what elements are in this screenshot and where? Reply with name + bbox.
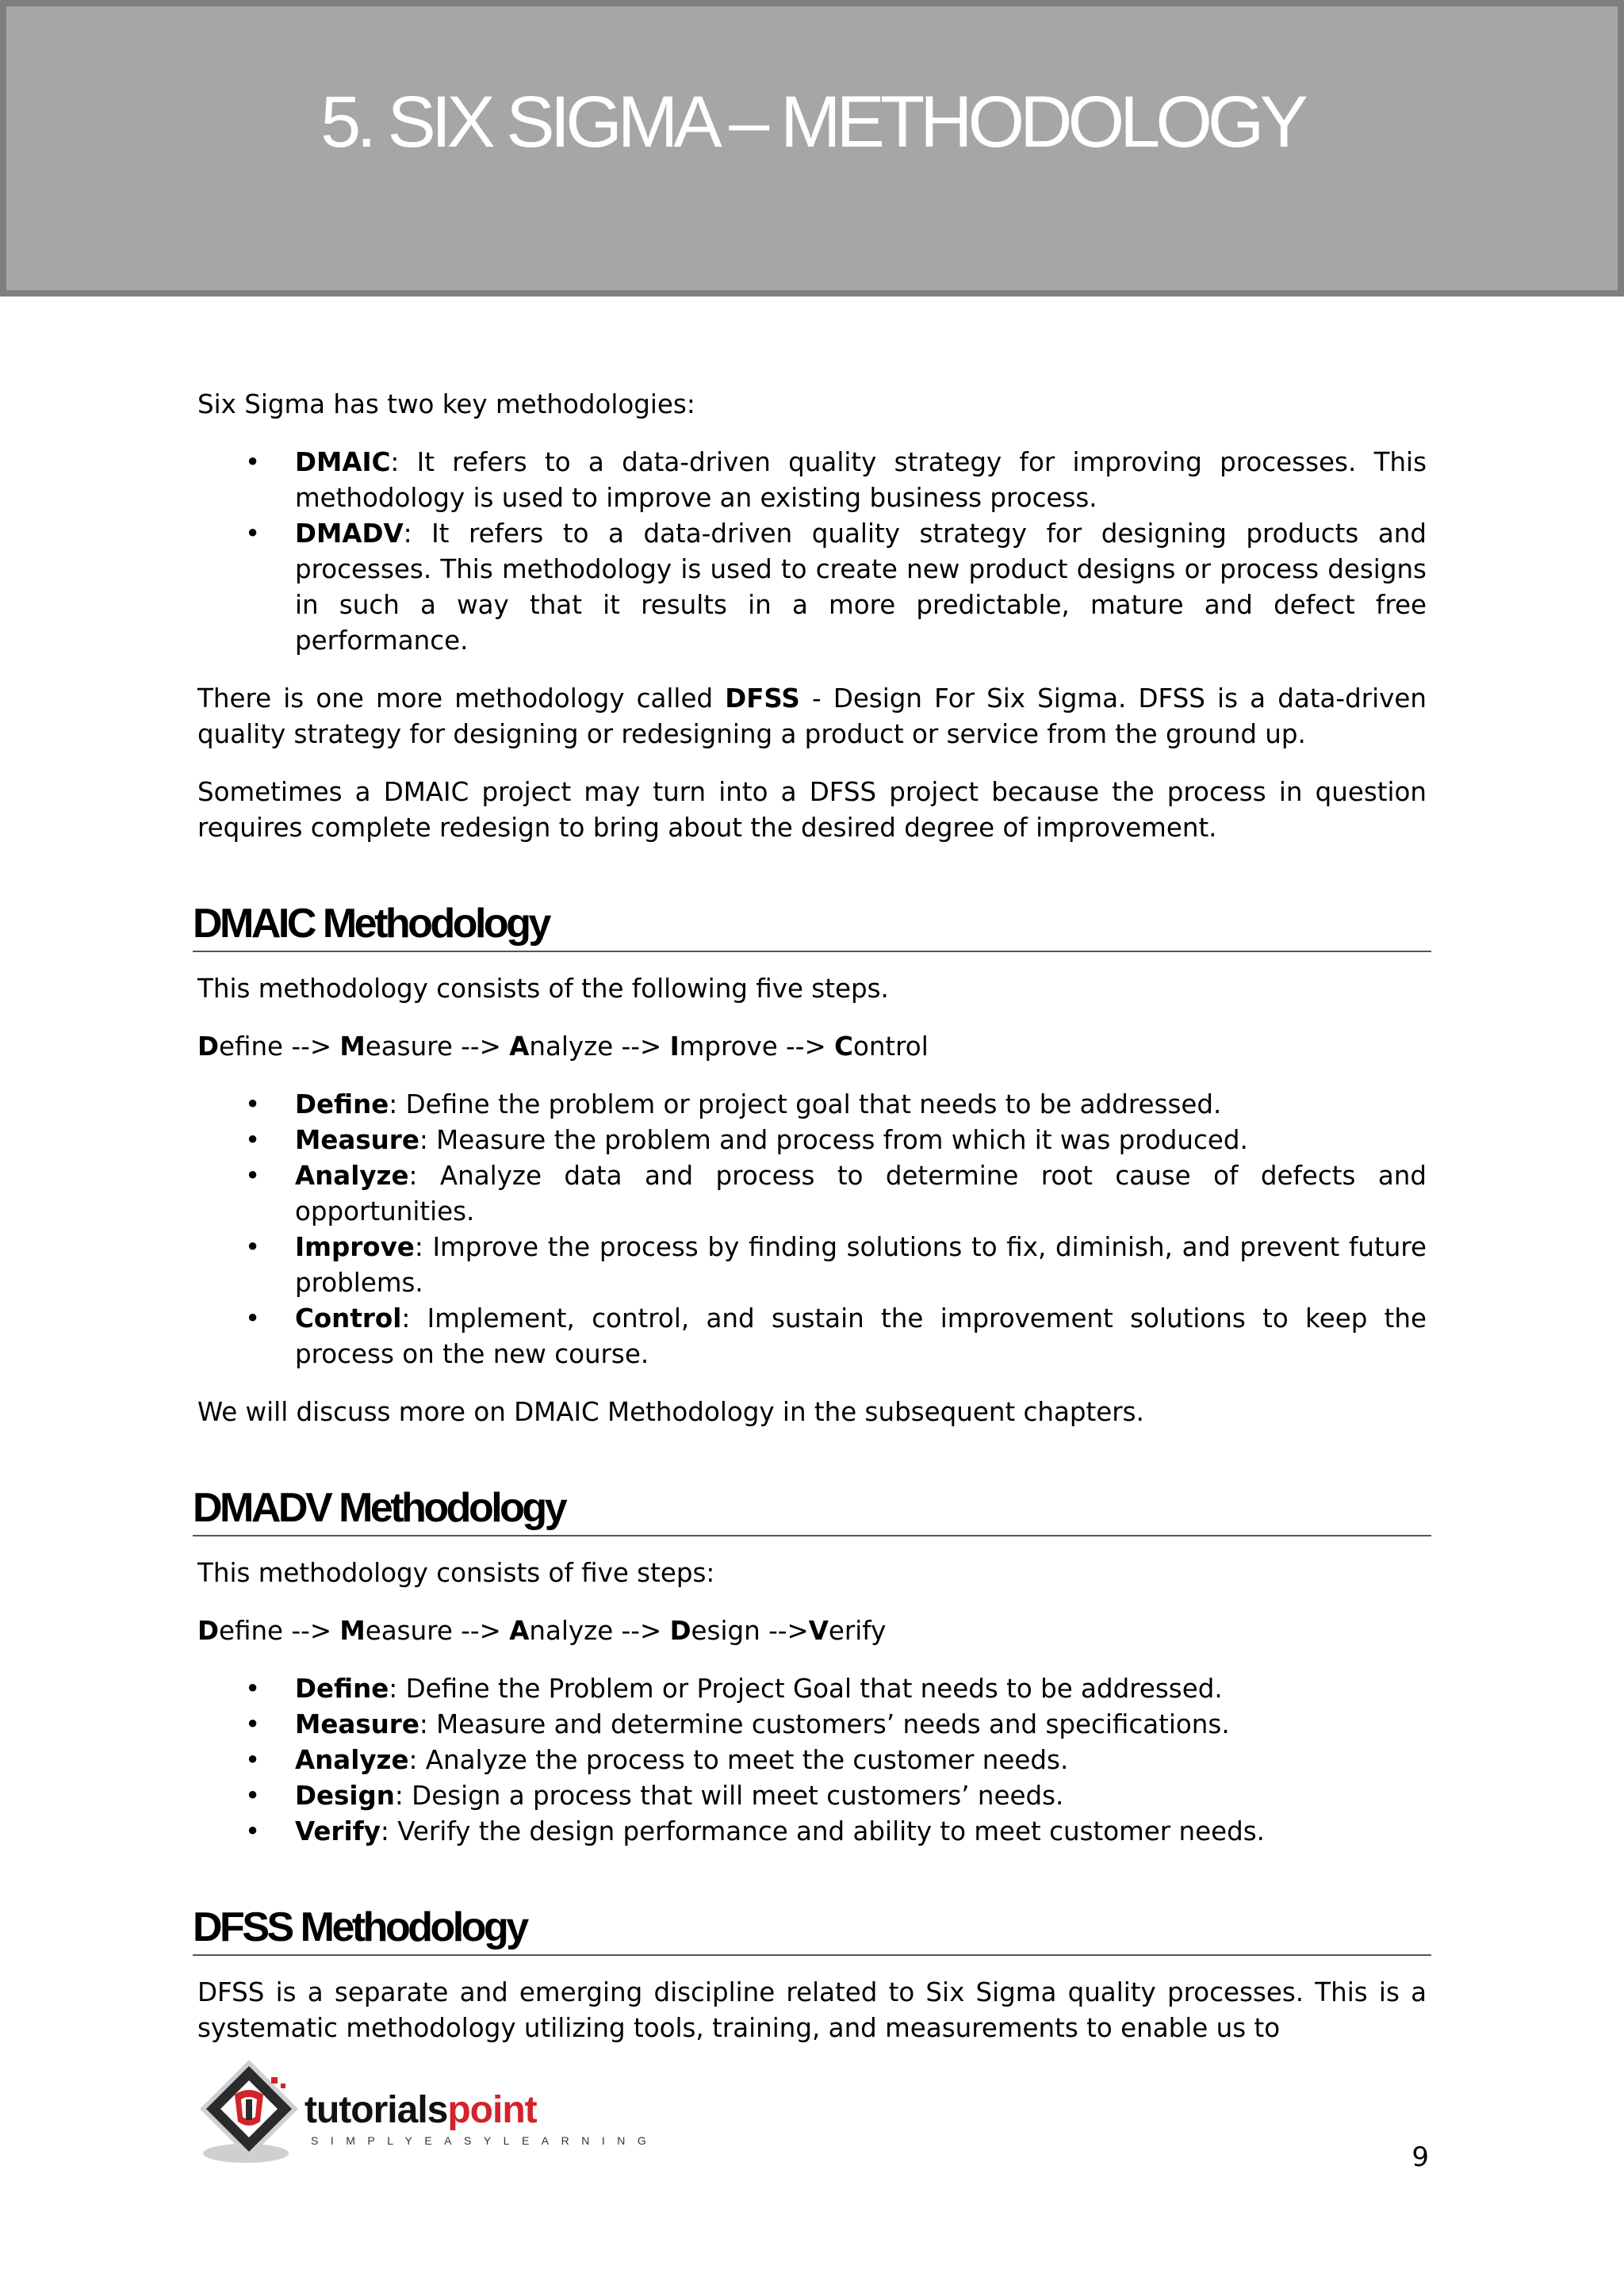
dmadv-lead: This methodology consists of five steps:: [197, 1558, 715, 1588]
page-content: [193, 387, 1427, 2068]
flow-initial: M: [339, 1031, 366, 1062]
flow-rest: efine: [218, 1031, 284, 1062]
step-text: : Implement, control, and sustain the improvement solutions to keep the process on the new course.: [295, 1303, 1427, 1369]
chapter-title: 5. SIX SIGMA – METHODOLOGY: [320, 82, 1304, 163]
flow-initial: D: [669, 1616, 691, 1646]
flow-arrow: -->: [613, 1616, 670, 1646]
step-term: Design: [295, 1781, 395, 1811]
step-text: : Define the Problem or Project Goal that needs to be addressed.: [389, 1674, 1223, 1704]
dmaic-steps-list: [197, 1087, 1427, 1372]
list-item: [197, 1087, 1427, 1123]
flow-initial: I: [669, 1031, 680, 1062]
dfss-paragraph: DFSS is a separate and emerging discipline related to Six Sigma quality processes. This is a systematic methodology utilizing tools, training, and measurements to enable us to: [197, 1977, 1427, 2043]
list-item: [197, 1230, 1427, 1301]
step-text: : Improve the process by finding solutions to fix, diminish, and prevent future problems.: [295, 1232, 1427, 1298]
step-term: Control: [295, 1303, 402, 1334]
flow-initial: V: [808, 1616, 829, 1646]
step-text: : Design a process that will meet customers’ needs.: [394, 1781, 1064, 1811]
list-item-dmadv: [197, 516, 1427, 659]
logo-emblem-icon: [193, 2053, 304, 2172]
dmadv-heading: DMADV Methodology: [193, 1487, 1431, 1536]
list-item-dmaic: [197, 445, 1427, 516]
step-term: Improve: [295, 1232, 415, 1262]
flow-initial: D: [197, 1616, 219, 1646]
dfss-term: DFSS: [725, 683, 800, 714]
dmaic-closing: We will discuss more on DMAIC Methodology in the subsequent chapters.: [197, 1397, 1144, 1427]
flow-rest: mprove: [679, 1031, 778, 1062]
dmaic-flow: [197, 1029, 1427, 1065]
list-item: [197, 1671, 1427, 1707]
dmaic-heading: DMAIC Methodology: [193, 903, 1431, 952]
flow-rest: esign: [691, 1616, 760, 1646]
dfss-heading: DFSS Methodology: [193, 1907, 1431, 1956]
step-text: : Define the problem or project goal that needs to be addressed.: [389, 1089, 1222, 1119]
flow-arrow: -->: [452, 1616, 510, 1646]
flow-initial: A: [509, 1616, 530, 1646]
flow-rest: erify: [828, 1616, 887, 1646]
flow-initial: C: [834, 1031, 853, 1062]
page-number: 9: [1411, 2141, 1429, 2173]
logo-word-tutorials: tutorials: [304, 2089, 448, 2131]
dfss-intro-pre: There is one more methodology called: [197, 683, 726, 714]
flow-rest: ontrol: [852, 1031, 929, 1062]
list-item: [197, 1814, 1427, 1850]
flow-initial: A: [509, 1031, 530, 1062]
description-dmaic: : It refers to a data-driven quality strategy for improving processes. This methodology is used to improve an existing business process.: [295, 447, 1427, 513]
list-item: [197, 1123, 1427, 1158]
list-item: [197, 1158, 1427, 1230]
step-term: Analyze: [295, 1161, 409, 1191]
dmadv-steps-list: [197, 1671, 1427, 1850]
dmaic-lead: This methodology consists of the following five steps.: [197, 974, 889, 1004]
flow-rest: easure: [365, 1031, 453, 1062]
step-term: Measure: [295, 1125, 419, 1155]
logo-word-point: point: [447, 2089, 537, 2131]
term-dmadv: DMADV: [295, 519, 404, 549]
flow-rest: efine: [218, 1616, 284, 1646]
flow-arrow: -->: [760, 1616, 809, 1646]
list-item: [197, 1707, 1427, 1743]
flow-rest: nalyze: [529, 1616, 614, 1646]
flow-rest: easure: [365, 1616, 453, 1646]
step-text: : Analyze the process to meet the customer needs.: [408, 1745, 1069, 1775]
step-text: : Measure the problem and process from which it was produced.: [419, 1125, 1248, 1155]
step-term: Analyze: [295, 1745, 409, 1775]
logo-tagline: SIMPLYEASYLEARNING: [311, 2134, 659, 2147]
flow-arrow: -->: [777, 1031, 835, 1062]
list-item: [197, 1743, 1427, 1778]
step-term: Define: [295, 1674, 389, 1704]
chapter-banner: [0, 0, 1624, 297]
flow-initial: M: [339, 1616, 366, 1646]
dmadv-flow: [197, 1613, 1427, 1649]
term-dmaic: DMAIC: [295, 447, 391, 477]
dmaic-to-dfss-paragraph: Sometimes a DMAIC project may turn into a DFSS project because the process in question requires complete redesign to bring about the desired degree of improvement.: [197, 777, 1427, 843]
step-term: Verify: [295, 1816, 381, 1846]
dfss-intro-post: - Design For Six Sigma. DFSS is a data-driven quality strategy for designing or redesigning a product or service from the ground up.: [197, 683, 1427, 749]
dfss-intro-paragraph: [197, 681, 1427, 752]
flow-arrow: -->: [613, 1031, 670, 1062]
step-term: Measure: [295, 1709, 419, 1739]
step-text: : Measure and determine customers’ needs and specifications.: [419, 1709, 1230, 1739]
logo-wordmark: [304, 2091, 537, 2130]
description-dmadv: : It refers to a data-driven quality strategy for designing products and processes. This methodology is used to create new product designs or process designs in such a way that it results in a more predictable, mature and defect free performance.: [295, 519, 1427, 656]
flow-initial: D: [197, 1031, 219, 1062]
step-text: : Verify the design performance and ability to meet customer needs.: [380, 1816, 1265, 1846]
flow-arrow: -->: [283, 1031, 340, 1062]
step-text: : Analyze data and process to determine root cause of defects and opportunities.: [295, 1161, 1427, 1226]
list-item: [197, 1301, 1427, 1372]
flow-rest: nalyze: [529, 1031, 614, 1062]
intro-lead: Six Sigma has two key methodologies:: [197, 389, 695, 419]
methodology-list: [197, 445, 1427, 659]
list-item: [197, 1778, 1427, 1814]
flow-arrow: -->: [283, 1616, 340, 1646]
step-term: Define: [295, 1089, 389, 1119]
flow-arrow: -->: [452, 1031, 510, 1062]
tutorialspoint-logo: [193, 2053, 659, 2172]
